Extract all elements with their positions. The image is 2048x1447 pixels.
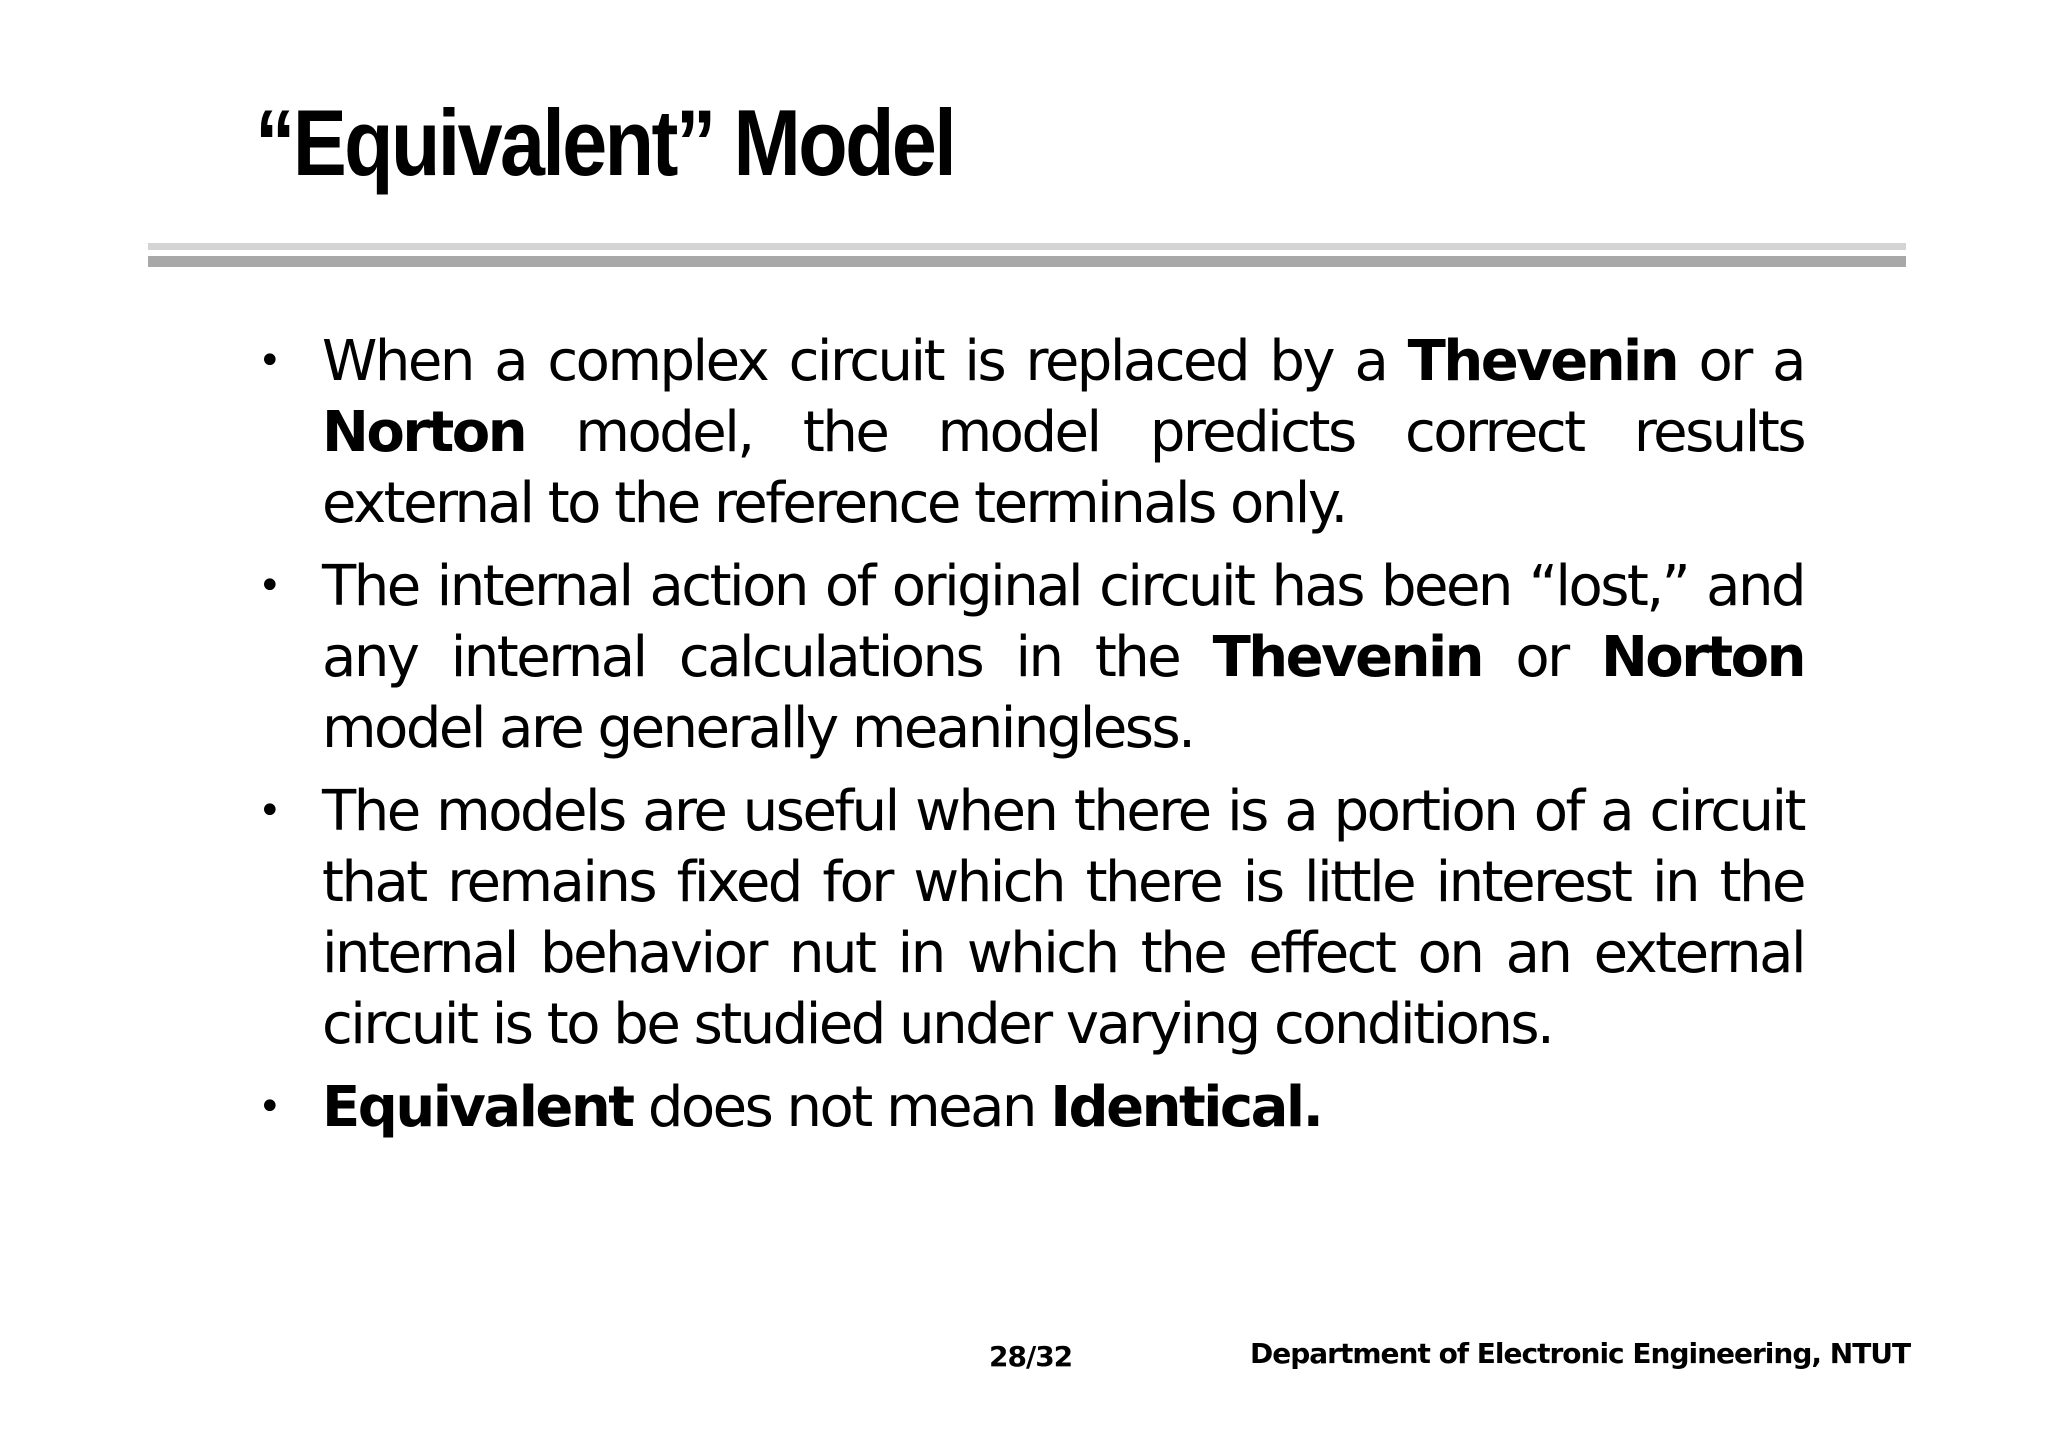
bullet-text: or a — [1677, 329, 1804, 394]
bullet-text: or — [1482, 625, 1601, 690]
bullet-text: The models are useful when there is a portion of a circuit that remains fixed for which there is little interest in the internal behavior nut in which the effect on an external circuit is to be studied under varying conditions. — [322, 779, 1804, 1057]
bullet-text: model, the model predicts correct results external to the reference terminals only. — [322, 400, 1804, 536]
bullet-bold-text: Thevenin — [1212, 625, 1483, 690]
bullet-bold-text: Norton — [1600, 625, 1805, 690]
bullet-text: model are generally meaningless. — [322, 696, 1194, 761]
title-divider-thin — [148, 243, 1906, 250]
bullet-bold-text: Identical. — [1050, 1075, 1322, 1140]
bullet-bold-text: Thevenin — [1407, 329, 1678, 394]
bullet-list — [258, 326, 1804, 1155]
bullet-item — [258, 776, 1804, 1060]
bullet-dot-icon: • — [258, 338, 280, 384]
bullet-item — [258, 326, 1804, 539]
bullet-dot-icon: • — [258, 1084, 280, 1130]
bullet-item — [258, 551, 1804, 764]
page-number: 28/32 — [989, 1340, 1073, 1373]
bullet-text: When a complex circuit is replaced by a — [322, 329, 1408, 394]
slide-title: “Equivalent” Model — [255, 90, 955, 195]
title-divider-thick — [148, 256, 1906, 267]
bullet-text: does not mean — [632, 1075, 1051, 1140]
bullet-dot-icon: • — [258, 788, 280, 834]
department-label: Department of Electronic Engineering, NTUT — [1250, 1337, 1911, 1370]
bullet-text: The internal action of original circuit has been “lost,” and any internal calculations in the — [322, 554, 1804, 690]
bullet-bold-text: Equivalent — [322, 1075, 633, 1140]
bullet-item — [258, 1072, 1804, 1143]
bullet-bold-text: Norton — [322, 400, 526, 465]
bullet-dot-icon: • — [258, 563, 280, 609]
